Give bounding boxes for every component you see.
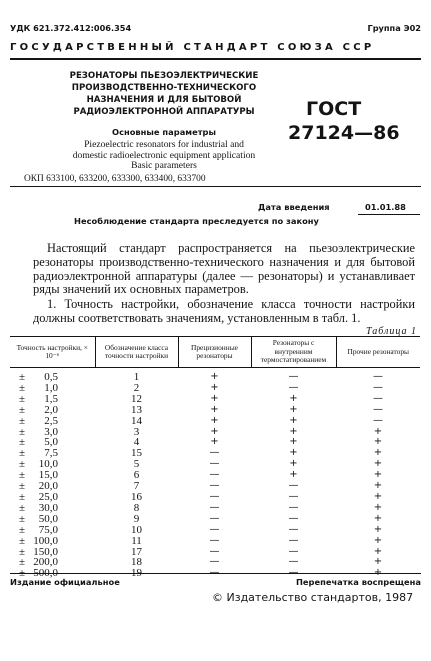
- table-row: [10, 525, 420, 536]
- title-english: [40, 140, 288, 172]
- plus-minus-sign: ±: [19, 436, 26, 449]
- thermostat-mark: +: [289, 403, 298, 415]
- tolerance-value: 5,0: [44, 436, 58, 449]
- other-mark: +: [373, 545, 383, 557]
- precision-mark: —: [209, 458, 220, 470]
- class-cell: 9: [133, 512, 140, 525]
- subtitle-russian: Основные параметры: [112, 127, 216, 137]
- class-cell: 8: [133, 501, 140, 514]
- title-en-line: Piezoelectric resonators for industrial and: [84, 139, 244, 150]
- tolerance-value: 100,0: [33, 534, 58, 547]
- tolerance-value: 3,0: [44, 425, 58, 438]
- class-cell: 15: [131, 447, 142, 460]
- plus-minus-sign: ±: [19, 556, 26, 569]
- group-code: Группа Э02: [367, 23, 421, 33]
- tolerance-value: 25,0: [38, 490, 58, 503]
- thermostat-mark: —: [288, 480, 299, 492]
- header-divider: [10, 186, 421, 187]
- other-mark: —: [373, 392, 383, 404]
- precision-mark: —: [209, 567, 220, 579]
- tolerance-value: 2,0: [44, 403, 58, 416]
- other-mark: +: [373, 447, 383, 459]
- intro-paragraph: Настоящий стандарт распространяется на пьезоэлектрические резонаторы производственно-технического назначения и для бытовой радиоэлектронной аппаратуры (далее — резонаторы) и устанавливает ряды значений их основных параметров.: [33, 241, 415, 297]
- thermostat-mark: —: [288, 523, 299, 535]
- title-ru-line: РЕЗОНАТОРЫ ПЬЕЗОЭЛЕКТРИЧЕСКИЕ: [69, 71, 259, 81]
- other-mark: +: [373, 512, 383, 524]
- official-edition: Издание официальное: [10, 577, 120, 587]
- thermostat-mark: +: [289, 447, 298, 459]
- plus-minus-sign: ±: [19, 512, 26, 525]
- title-en-line: domestic radioelectronic equipment application: [72, 149, 256, 161]
- class-cell: 1: [133, 371, 140, 383]
- date-underline: [358, 214, 420, 215]
- thermostat-mark: —: [288, 371, 299, 382]
- title-ru-line: НАЗНАЧЕНИЯ И ДЛЯ БЫТОВОЙ: [86, 95, 242, 105]
- plus-minus-sign: ±: [19, 490, 26, 503]
- tolerance-value: 15,0: [38, 469, 58, 482]
- plus-minus-sign: ±: [19, 534, 26, 547]
- tolerance-value: 75,0: [38, 523, 58, 536]
- thermostat-mark: —: [288, 534, 299, 546]
- udk-code: УДК 621.372.412:006.354: [10, 23, 132, 33]
- thermostat-mark: —: [288, 556, 299, 568]
- header-tolerance: Точность настройки, × 10⁻⁶: [10, 337, 95, 368]
- table-label: Таблица 1: [366, 326, 417, 337]
- precision-mark: +: [210, 381, 219, 393]
- plus-minus-sign: ±: [19, 403, 26, 416]
- tolerance-value: 7,5: [44, 447, 58, 460]
- thermostat-mark: +: [289, 392, 298, 404]
- class-cell: 5: [133, 458, 140, 471]
- tolerance-value: 30,0: [38, 501, 58, 514]
- noncompliance-notice: Несоблюдение стандарта преследуется по закону: [74, 216, 319, 226]
- class-cell: 4: [133, 436, 140, 449]
- effective-date-label: Дата введения: [258, 202, 330, 212]
- precision-mark: —: [209, 512, 220, 524]
- thermostat-mark: —: [288, 567, 299, 579]
- plus-minus-sign: ±: [19, 414, 26, 427]
- reprint-prohibited: Перепечатка воспрещена: [295, 577, 421, 587]
- table-row: [10, 405, 420, 416]
- tolerance-cell: [10, 416, 95, 427]
- plus-minus-sign: ±: [19, 447, 26, 460]
- precision-mark: —: [209, 490, 220, 502]
- accuracy-table: [10, 336, 420, 579]
- effective-date-value: 01.01.88: [365, 202, 406, 212]
- precision-mark: +: [210, 371, 219, 382]
- precision-mark: —: [209, 501, 220, 513]
- class-cell: 12: [131, 392, 142, 405]
- plus-minus-sign: ±: [19, 501, 26, 514]
- plus-minus-sign: ±: [19, 381, 26, 394]
- other-mark: —: [373, 381, 383, 393]
- tolerance-value: 20,0: [38, 480, 58, 493]
- plus-minus-sign: ±: [19, 567, 26, 580]
- thermostat-mark: —: [288, 501, 299, 513]
- header-thermostat: Резонаторы с внутренним термостатированием: [251, 337, 336, 368]
- thermostat-mark: +: [289, 469, 298, 481]
- class-cell: 16: [131, 490, 142, 503]
- precision-mark: —: [209, 556, 220, 568]
- top-divider: [10, 58, 421, 60]
- standard-banner: ГОСУДАРСТВЕННЫЙ СТАНДАРТ СОЮЗА ССР: [10, 42, 375, 53]
- precision-mark: —: [209, 447, 220, 459]
- other-mark: —: [373, 371, 383, 382]
- other-mark: +: [373, 501, 383, 513]
- clause-1-paragraph: 1. Точность настройки, обозначение класса точности настройки должны соответствовать значениям, установленным в табл. 1.: [33, 297, 415, 325]
- class-cell: 7: [133, 480, 140, 493]
- tolerance-cell: [10, 525, 95, 536]
- precision-mark: —: [209, 480, 220, 492]
- tolerance-value: 50,0: [38, 512, 58, 525]
- plus-minus-sign: ±: [19, 545, 26, 558]
- precision-mark: +: [210, 392, 219, 404]
- thermostat-mark: +: [289, 436, 298, 448]
- precision-mark: —: [209, 545, 220, 557]
- class-cell: 19: [131, 567, 142, 580]
- table-row: [10, 536, 420, 547]
- other-mark: +: [373, 436, 383, 448]
- thermostat-mark: +: [289, 425, 298, 437]
- plus-minus-sign: ±: [19, 480, 26, 493]
- gost-label: ГОСТ: [306, 98, 362, 120]
- thermostat-mark: +: [289, 414, 298, 426]
- gost-number: 27124—86: [288, 122, 400, 144]
- plus-minus-sign: ±: [19, 392, 26, 405]
- thermostat-mark: —: [288, 381, 299, 393]
- other-mark: +: [373, 425, 383, 437]
- other-mark: +: [373, 567, 383, 579]
- tolerance-cell: [10, 405, 95, 416]
- tolerance-cell: [10, 368, 95, 383]
- thermostat-mark: —: [288, 545, 299, 557]
- thermostat-mark: —: [288, 512, 299, 524]
- table-row: [10, 368, 420, 383]
- title-russian: [48, 70, 280, 118]
- footer-divider: [10, 573, 421, 574]
- precision-mark: —: [209, 534, 220, 546]
- plus-minus-sign: ±: [19, 469, 26, 482]
- tolerance-value: 0,5: [44, 371, 58, 383]
- tolerance-value: 200,0: [33, 556, 58, 569]
- other-mark: +: [373, 523, 383, 535]
- tolerance-value: 150,0: [33, 545, 58, 558]
- plus-minus-sign: ±: [19, 458, 26, 471]
- other-mark: —: [373, 414, 383, 426]
- precision-mark: —: [209, 523, 220, 535]
- class-cell: 3: [133, 425, 140, 438]
- thermostat-mark: +: [289, 458, 298, 470]
- title-ru-line: РАДИОЭЛЕКТРОННОЙ АППАРАТУРЫ: [73, 107, 255, 117]
- class-cell: 17: [131, 545, 142, 558]
- precision-mark: +: [210, 403, 219, 415]
- plus-minus-sign: ±: [19, 425, 26, 438]
- tolerance-value: 1,0: [44, 381, 58, 394]
- other-mark: +: [373, 458, 383, 470]
- copyright: © Издательство стандартов, 1987: [212, 591, 414, 604]
- class-cell: 13: [131, 403, 142, 416]
- class-cell: 6: [133, 469, 140, 482]
- thermostat-mark: —: [288, 490, 299, 502]
- plus-minus-sign: ±: [19, 371, 26, 383]
- plus-minus-sign: ±: [19, 523, 26, 536]
- title-ru-line: ПРОИЗВОДСТВЕННО-ТЕХНИЧЕСКОГО: [71, 83, 257, 93]
- class-cell: 18: [131, 556, 142, 569]
- precision-mark: +: [210, 425, 219, 437]
- tolerance-value: 500,0: [33, 567, 58, 580]
- title-en-line: Basic parameters: [131, 160, 197, 171]
- other-mark: +: [373, 480, 383, 492]
- table-header-row: [10, 337, 420, 368]
- table-row: [10, 416, 420, 427]
- class-cell: 2: [133, 381, 140, 394]
- precision-mark: +: [210, 436, 219, 448]
- precision-mark: —: [209, 469, 220, 481]
- class-cell: 14: [131, 414, 142, 427]
- other-mark: +: [373, 469, 383, 481]
- header-class: Обозначение класса точности настройки: [95, 337, 178, 368]
- precision-mark: +: [210, 414, 219, 426]
- header-precision: Прецизионные резонаторы: [178, 337, 251, 368]
- other-mark: +: [373, 534, 383, 546]
- tolerance-value: 1,5: [44, 392, 58, 405]
- other-mark: +: [373, 490, 383, 502]
- tolerance-value: 2,5: [44, 414, 58, 427]
- tolerance-value: 10,0: [38, 458, 58, 471]
- class-cell: 11: [131, 534, 142, 547]
- other-mark: —: [373, 403, 383, 415]
- okp-codes: ОКП 633100, 633200, 633300, 633400, 633700: [24, 174, 206, 184]
- header-other: Прочие резонаторы: [336, 337, 420, 368]
- other-mark: +: [373, 556, 383, 568]
- tolerance-cell: [10, 536, 95, 547]
- class-cell: 10: [131, 523, 142, 536]
